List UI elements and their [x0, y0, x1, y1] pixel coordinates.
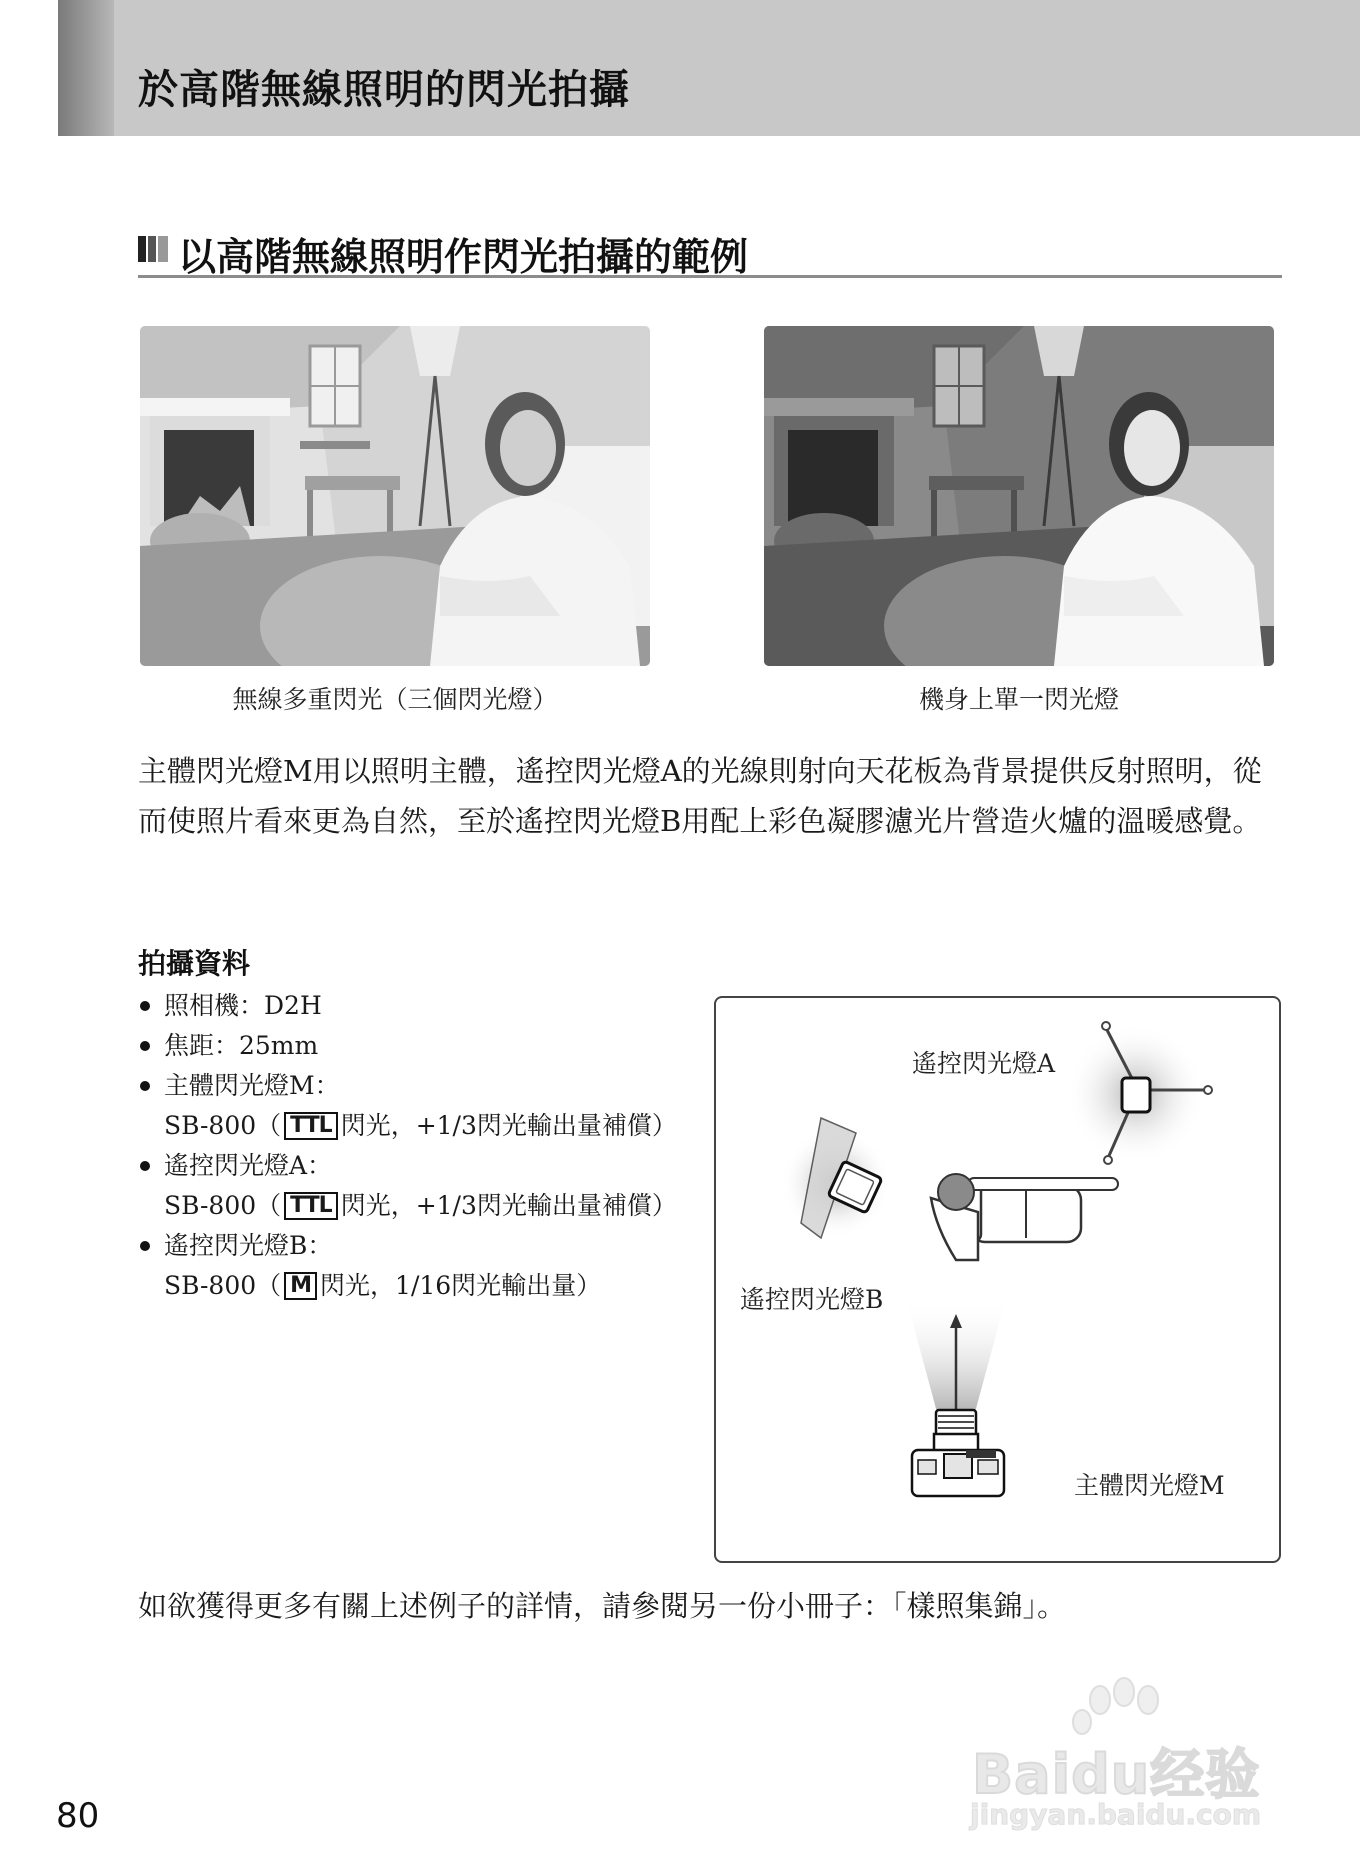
shooting-data-list — [138, 986, 698, 1306]
page-title: 於高階無線照明的閃光拍攝 — [138, 67, 630, 113]
diagram-label-master: 主體閃光燈M — [1074, 1471, 1225, 1500]
ttl-mode-icon: TTL — [284, 1112, 338, 1140]
photo-caption-multi: 無線多重閃光（三個閃光燈） — [232, 685, 558, 714]
list-item-remote-b: 遙控閃光燈B： — [138, 1226, 698, 1266]
section-marker-icon — [138, 236, 168, 262]
remote-flash-a-icon — [1066, 1022, 1212, 1164]
baidu-watermark — [960, 1670, 1280, 1840]
section-heading — [138, 222, 1282, 278]
photo-single-flash — [764, 326, 1274, 666]
bullet-icon — [140, 1081, 150, 1091]
body-paragraph: 主體閃光燈M用以照明主體，遙控閃光燈A的光線則射向天花板為背景提供反射照明，從而使照片看來更為自然，至於遙控閃光燈B用配上彩色凝膠濾光片營造火爐的溫暖感覺。 — [138, 754, 1262, 838]
bullet-icon — [140, 1041, 150, 1051]
subject-sofa-icon — [931, 1174, 1118, 1260]
watermark-url: jingyan.baidu.com — [970, 1798, 1262, 1831]
manual-mode-icon: M — [284, 1272, 317, 1300]
list-item-master-detail: SB-800（ TTL 閃光，+1/3閃光輸出量補償） — [164, 1111, 677, 1140]
header-tab — [58, 0, 114, 136]
section-title: 以高階無線照明作閃光拍攝的範例 — [178, 235, 749, 279]
list-item-remote-a-detail: SB-800（ TTL 閃光，+1/3閃光輸出量補償） — [164, 1191, 677, 1220]
lighting-diagram — [714, 996, 1281, 1563]
shooting-data-heading: 拍攝資料 — [138, 947, 251, 980]
list-item-master: 主體閃光燈M： — [138, 1066, 698, 1106]
page-number: 80 — [56, 1796, 100, 1836]
photo-caption-single: 機身上單一閃光燈 — [918, 685, 1119, 714]
list-item-remote-a: 遙控閃光燈A： — [138, 1146, 698, 1186]
bullet-icon — [140, 1001, 150, 1011]
diagram-label-remote-b: 遙控閃光燈B — [740, 1285, 884, 1314]
photo-wireless-multi-flash — [140, 326, 650, 666]
watermark-brand: Baidu经验 — [972, 1743, 1261, 1806]
bullet-icon — [140, 1161, 150, 1171]
remote-flash-b-icon — [781, 1118, 891, 1238]
list-item-remote-b-detail: SB-800（ M 閃光，1/16閃光輸出量） — [164, 1271, 602, 1300]
footer-reference: 如欲獲得更多有關上述例子的詳情，請參閱另一份小冊子：「樣照集錦」。 — [138, 1589, 1067, 1623]
diagram-label-remote-a: 遙控閃光燈A — [912, 1049, 1056, 1078]
list-item-focal: 焦距：25mm — [138, 1026, 698, 1066]
ttl-mode-icon: TTL — [284, 1192, 338, 1220]
list-item-camera: 照相機：D2H — [138, 986, 698, 1026]
master-flash-camera-icon — [906, 1298, 1006, 1496]
bullet-icon — [140, 1241, 150, 1251]
